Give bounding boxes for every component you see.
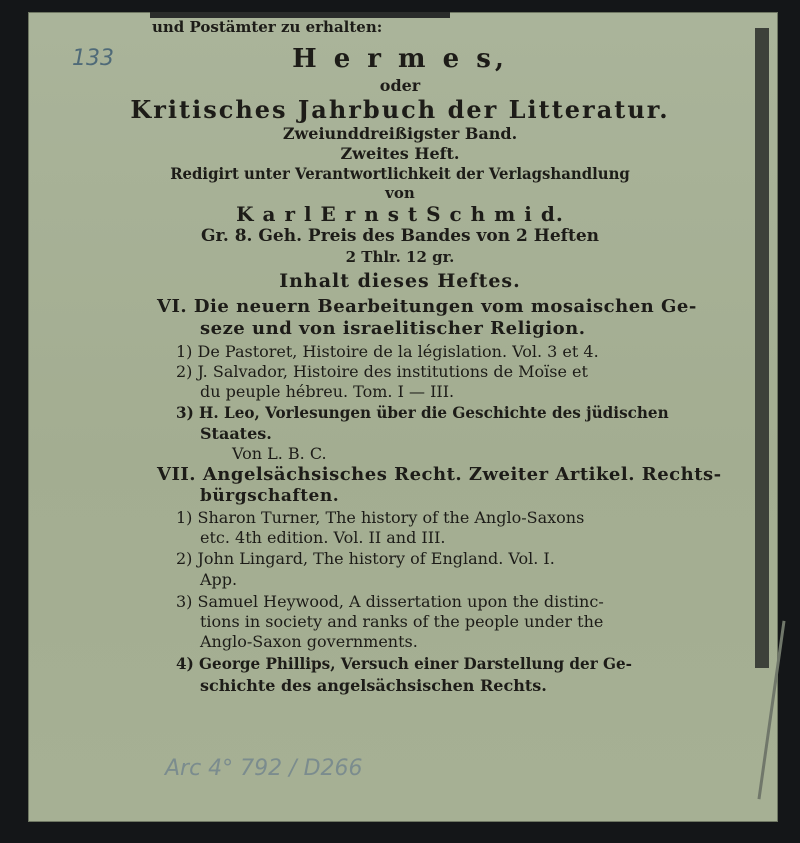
section-vii-item-3c: Anglo-Saxon governments. bbox=[200, 632, 418, 651]
redigirt-line: Redigirt unter Verantwortlichkeit der Verlagshandlung bbox=[170, 164, 630, 183]
section-vii-item-4b: schichte des angelsächsischen Rechts. bbox=[200, 676, 547, 695]
journal-title: H e r m e s, bbox=[292, 44, 508, 74]
contents-heading: Inhalt dieses Heftes. bbox=[279, 270, 521, 292]
section-vii-item-1a: 1) Sharon Turner, The history of the Anglo-Saxons bbox=[176, 508, 585, 527]
journal-subtitle: Kritisches Jahrbuch der Litteratur. bbox=[130, 95, 670, 124]
volume-line: Zweiunddreißigster Band. bbox=[282, 124, 518, 143]
section-vii-item-3b: tions in society and ranks of the people under the bbox=[200, 612, 604, 631]
section-vii-line-2: bürgschaften. bbox=[200, 486, 340, 506]
section-vi-line-1: VI. Die neuern Bearbeitungen vom mosaischen Ge- bbox=[157, 296, 697, 317]
von-line: von bbox=[385, 184, 415, 202]
section-vii-item-3a: 3) Samuel Heywood, A dissertation upon the distinc- bbox=[176, 592, 604, 611]
section-vi-item-3a: 3) H. Leo, Vorlesungen über die Geschichte des jüdischen bbox=[176, 403, 669, 422]
section-vi-item-2a: 2) J. Salvador, Histoire des institutions de Moïse et bbox=[176, 362, 588, 381]
section-vi-item-2b: du peuple hébreu. Tom. I — III. bbox=[200, 382, 455, 401]
section-vi-item-1: 1) De Pastoret, Histoire de la législation. Vol. 3 et 4. bbox=[176, 342, 599, 361]
section-vii-item-1b: etc. 4th edition. Vol. II and III. bbox=[200, 528, 446, 547]
issue-line: Zweites Heft. bbox=[340, 144, 460, 163]
oder-line: oder bbox=[379, 76, 421, 95]
section-vii-item-2a: 2) John Lingard, The history of England. Vol. I. bbox=[176, 549, 555, 568]
section-vi-line-2: seze und von israelitischer Religion. bbox=[200, 318, 586, 339]
section-vii-item-4a: 4) George Phillips, Versuch einer Darstellung der Ge- bbox=[176, 654, 632, 673]
shelfmark-bottom: Arc 4° 792 / D266 bbox=[165, 756, 363, 781]
section-vii-line-1: VII. Angelsächsisches Recht. Zweiter Artikel. Rechts- bbox=[157, 464, 722, 485]
price-line-2: 2 Thlr. 12 gr. bbox=[345, 248, 455, 266]
editor-name: K a r l E r n s t S c h m i d. bbox=[236, 202, 564, 226]
header-line: und Postämter zu erhalten: bbox=[152, 18, 383, 36]
shelfmark-top: 133 bbox=[72, 46, 114, 71]
section-vi-author: Von L. B. C. bbox=[232, 444, 327, 463]
section-vii-item-2b: App. bbox=[200, 570, 238, 589]
section-vi-item-3b: Staates. bbox=[200, 424, 272, 443]
price-line-1: Gr. 8. Geh. Preis des Bandes von 2 Heften bbox=[200, 226, 600, 246]
